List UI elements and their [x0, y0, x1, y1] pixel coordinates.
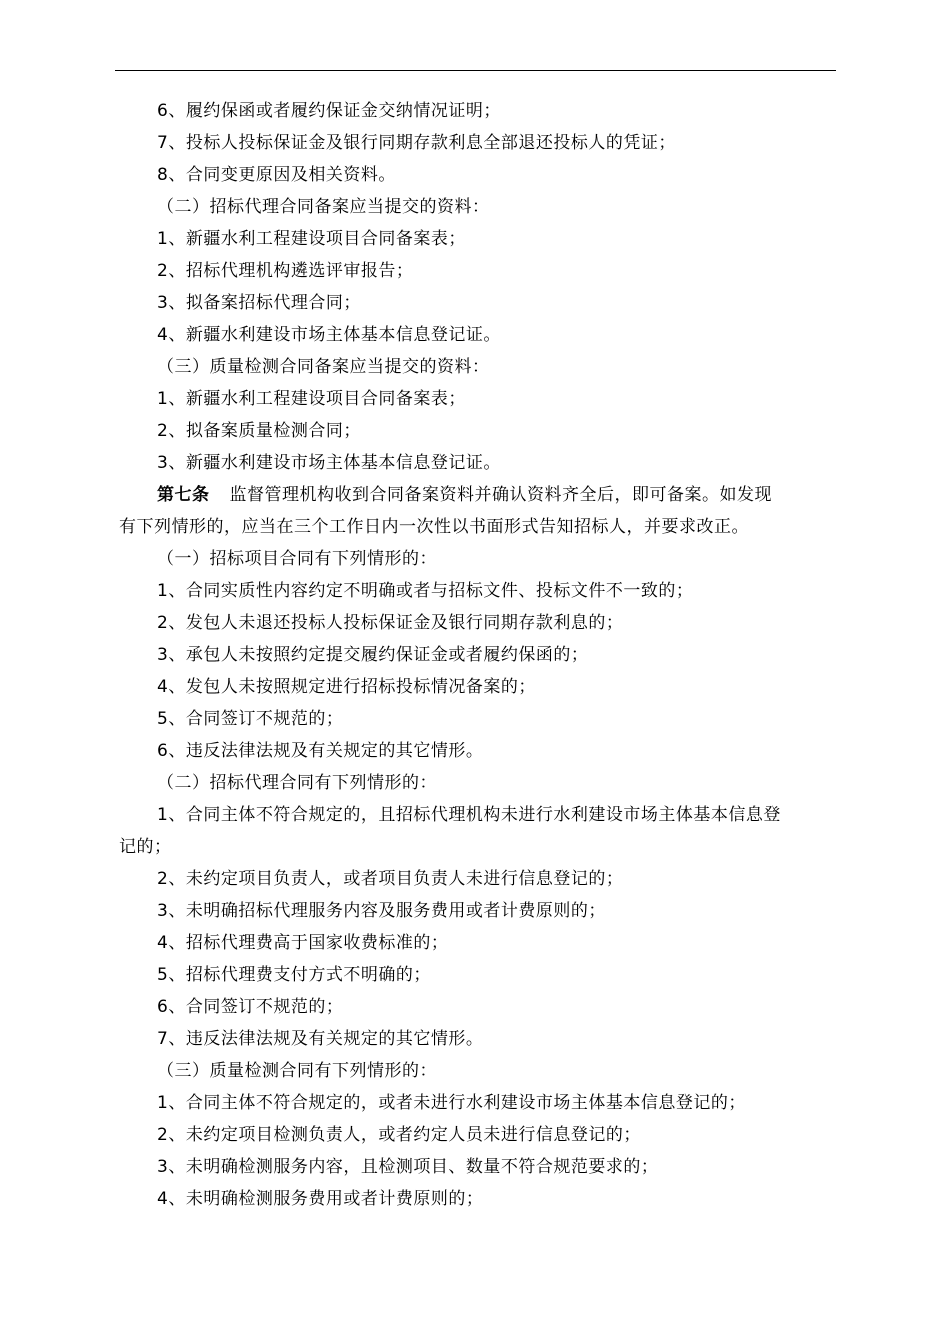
list-item: 6、违反法律法规及有关规定的其它情形。: [157, 741, 484, 761]
list-item: 3、未明确招标代理服务内容及服务费用或者计费原则的；: [157, 901, 606, 921]
list-item: 5、招标代理费支付方式不明确的；: [157, 965, 431, 985]
list-item: 1、合同主体不符合规定的，或者未进行水利建设市场主体基本信息登记的；: [157, 1093, 746, 1113]
article-seven-paragraph: [119, 479, 839, 511]
list-item: 1、新疆水利工程建设项目合同备案表；: [157, 389, 466, 409]
list-item: 1、合同实质性内容约定不明确或者与招标文件、投标文件不一致的；: [157, 581, 694, 601]
list-item: 1、新疆水利工程建设项目合同备案表；: [157, 229, 466, 249]
article-seven-continuation: 有下列情形的，应当在三个工作日内一次性以书面形式告知招标人，并要求改正。: [119, 517, 749, 537]
article-seven-text: 监督管理机构收到合同备案资料并确认资料齐全后，即可备案。如发现: [229, 485, 772, 505]
list-item: 7、违反法律法规及有关规定的其它情形。: [157, 1029, 484, 1049]
list-item: 2、未约定项目负责人，或者项目负责人未进行信息登记的；: [157, 869, 624, 889]
list-item: 7、投标人投标保证金及银行同期存款利息全部退还投标人的凭证；: [157, 133, 676, 153]
list-item: 2、未约定项目检测负责人，或者约定人员未进行信息登记的；: [157, 1125, 641, 1145]
section-heading: （二）招标代理合同备案应当提交的资料：: [157, 197, 490, 217]
list-item: 1、合同主体不符合规定的，且招标代理机构未进行水利建设市场主体基本信息登: [157, 805, 781, 825]
list-item: 3、新疆水利建设市场主体基本信息登记证。: [157, 453, 501, 473]
article-seven-title: 第七条: [157, 485, 210, 505]
list-item: 3、拟备案招标代理合同；: [157, 293, 361, 313]
list-item: 4、招标代理费高于国家收费标准的；: [157, 933, 449, 953]
section-heading: （一）招标项目合同有下列情形的：: [157, 549, 437, 569]
list-item: 6、合同签订不规范的；: [157, 997, 344, 1017]
list-item: 4、发包人未按照规定进行招标投标情况备案的；: [157, 677, 536, 697]
list-item: 2、招标代理机构遴选评审报告；: [157, 261, 414, 281]
section-heading: （三）质量检测合同有下列情形的：: [157, 1061, 437, 1081]
section-heading: （三）质量检测合同备案应当提交的资料：: [157, 357, 490, 377]
list-item: 5、合同签订不规范的；: [157, 709, 344, 729]
list-item: 3、未明确检测服务内容，且检测项目、数量不符合规范要求的；: [157, 1157, 659, 1177]
list-item: 4、新疆水利建设市场主体基本信息登记证。: [157, 325, 501, 345]
document-body: [119, 95, 839, 1215]
list-item: 4、未明确检测服务费用或者计费原则的；: [157, 1189, 484, 1209]
list-item: 8、合同变更原因及相关资料。: [157, 165, 396, 185]
section-heading: （二）招标代理合同有下列情形的：: [157, 773, 437, 793]
list-item: 2、发包人未退还投标人投标保证金及银行同期存款利息的；: [157, 613, 624, 633]
list-item: 6、履约保函或者履约保证金交纳情况证明；: [157, 101, 501, 121]
list-item: 2、拟备案质量检测合同；: [157, 421, 361, 441]
header-rule: [115, 70, 836, 71]
list-item: 3、承包人未按照约定提交履约保证金或者履约保函的；: [157, 645, 589, 665]
list-item-continuation: 记的；: [119, 837, 172, 857]
